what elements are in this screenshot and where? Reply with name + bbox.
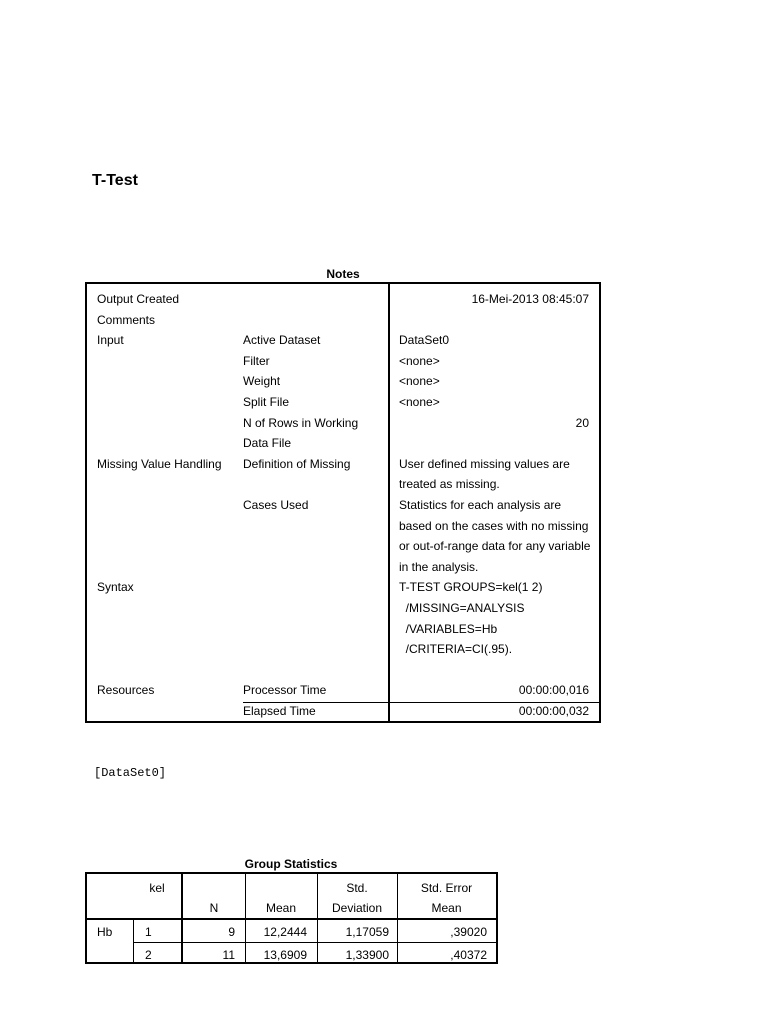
dataset-label: [DataSet0]	[94, 766, 167, 780]
group-statistics-caption: Group Statistics	[244, 857, 338, 871]
notes-row-label: Resources	[97, 683, 155, 698]
notes-row-value: /VARIABLES=Hb	[399, 621, 498, 636]
notes-row-sublabel: Filter	[243, 353, 270, 368]
notes-row-value: treated as missing.	[399, 477, 500, 492]
row1-sd: 1,17059	[345, 925, 389, 939]
notes-row-label: Syntax	[97, 580, 134, 595]
notes-row-sublabel: Cases Used	[243, 498, 309, 512]
notes-row-value: T-TEST GROUPS=kel(1 2)	[399, 580, 543, 595]
notes-row-value: 00:00:00,032	[518, 704, 589, 718]
group-statistics-table	[85, 872, 498, 964]
notes-row-value: /MISSING=ANALYSIS	[399, 601, 525, 615]
notes-row-value: or out-of-range data for any variable	[399, 539, 591, 554]
row1-var: Hb	[97, 925, 113, 939]
row2-n: 11	[222, 948, 235, 962]
notes-row-value: DataSet0	[399, 333, 450, 348]
grid-line	[87, 918, 496, 920]
row1-se: ,39020	[450, 925, 487, 939]
header-kel: kel	[149, 881, 165, 895]
notes-row-value: Statistics for each analysis are	[399, 498, 562, 512]
row1-n: 9	[228, 925, 235, 939]
row2-kel: 2	[145, 948, 152, 962]
notes-row-value: 20	[575, 415, 589, 430]
notes-separator	[243, 702, 599, 703]
header-std-err-2: Mean	[431, 901, 462, 915]
header-n: N	[209, 901, 219, 915]
notes-row-sublabel: Elapsed Time	[243, 704, 316, 718]
header-std-dev-2: Deviation	[331, 901, 383, 915]
row2-se: ,40372	[450, 948, 487, 962]
notes-row-value: <none>	[399, 374, 440, 389]
header-std-err-1: Std. Error	[420, 881, 473, 895]
notes-row-value: 00:00:00,016	[518, 683, 589, 698]
notes-row-label: Missing Value Handling	[97, 456, 222, 471]
notes-row-value: User defined missing values are	[399, 456, 570, 471]
notes-row-sublabel: Split File	[243, 395, 290, 409]
notes-row-sublabel: Active Dataset	[243, 333, 321, 348]
notes-row-label: Output Created	[97, 292, 180, 306]
row1-kel: 1	[145, 925, 152, 939]
notes-caption: Notes	[326, 267, 360, 281]
notes-row-label: Input	[97, 333, 124, 348]
grid-line	[133, 918, 134, 962]
notes-row-sublabel: Processor Time	[243, 683, 327, 698]
row2-mean: 13,6909	[263, 948, 307, 962]
notes-row-label: Comments	[97, 312, 156, 327]
notes-row-value: /CRITERIA=CI(.95).	[399, 642, 513, 657]
notes-row-value: based on the cases with no missing	[399, 518, 589, 533]
grid-line	[133, 942, 496, 943]
notes-row-sublabel: Definition of Missing	[243, 456, 351, 471]
notes-row-value: <none>	[399, 353, 440, 368]
header-std-dev-1: Std.	[346, 881, 368, 895]
page-title: T-Test	[92, 172, 138, 189]
header-mean: Mean	[265, 901, 297, 915]
notes-row-value: 16-Mei-2013 08:45:07	[471, 292, 589, 306]
row1-mean: 12,2444	[263, 925, 307, 939]
row2-sd: 1,33900	[345, 948, 389, 962]
notes-row-value: <none>	[399, 395, 440, 409]
notes-row-sublabel: Weight	[243, 374, 281, 389]
notes-divider	[388, 284, 390, 721]
notes-table	[85, 282, 601, 723]
notes-row-sublabel: N of Rows in Working	[243, 415, 359, 430]
notes-row-value: in the analysis.	[399, 559, 479, 574]
notes-row-sublabel: Data File	[243, 436, 292, 451]
